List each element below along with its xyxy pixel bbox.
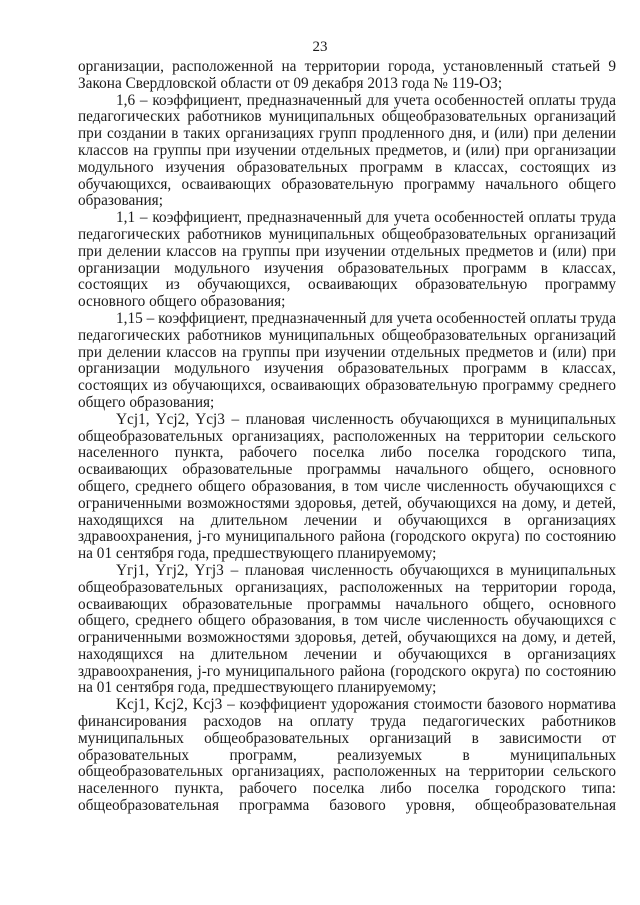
paragraph-coefficient-1-6: 1,6 – коэффициент, предназначенный для учета особенностей оплаты труда педагогических работников муниципальных общеобразовательных организаций при создании в таких организациях групп продленного дня, и (или) при делении классов на группы при изучении отдельных предметов, и (или) при организации модульного изучения образовательных программ в классах, состоящих из обучающихся, осваивающих образовательную программу начального общего образования;	[78, 91, 616, 210]
document-body	[78, 59, 616, 815]
paragraph-continuation: организации, расположенной на территории города, установленный статьей 9 Закона Свердловской области от 09 декабря 2013 года № 119-ОЗ;	[78, 58, 616, 92]
page-number: 23	[312, 39, 328, 55]
paragraph-coefficient-1-15: 1,15 – коэффициент, предназначенный для учета особенностей оплаты труда педагогических работников муниципальных общеобразовательных организаций при делении классов на группы при изучении отдельных предметов и (или) при организации модульного изучения образовательных программ в классах, состоящих из обучающихся, осваивающих образовательную программу среднего общего образования;	[78, 309, 616, 411]
paragraph-urban-students: Yгj1, Yгj2, Yгj3 – плановая численность обучающихся в муниципальных общеобразовательных организациях, расположенных на территории города, осваивающих образовательные программы начального общего, основного общего, среднего общего образования, в том числе численность обучающихся с ограниченными возможностями здоровья, детей, обучающихся на дому, и детей, находящихся на длительном лечении и обучающихся в организациях здравоохранения, j-го муниципального района (городского округа) по состоянию на 01 сентября года, предшествующего планируемому;	[78, 561, 616, 697]
paragraph-rural-students: Ycj1, Ycj2, Ycj3 – плановая численность обучающихся в муниципальных общеобразовательных организациях, расположенных на территории сельского населенного пункта, рабочего поселка либо поселка городского типа, осваивающих образовательные программы начального общего, основного общего, среднего общего образования, в том числе численность обучающихся с ограниченными возможностями здоровья, детей, обучающихся на дому, и детей, находящихся на длительном лечении и обучающихся в организациях здравоохранения, j-го муниципального района (городского округа) по состоянию на 01 сентября года, предшествующего планируемому;	[78, 410, 616, 563]
paragraph-cost-coefficient: Kcj1, Kcj2, Kcj3 – коэффициент удорожания стоимости базового норматива финансирования расходов на оплату труда педагогических работников муниципальных общеобразовательных организаций в зависимости от образовательных программ, реализуемых в муниципальных общеобразовательных организациях, расположенных на территории сельского населенного пункта, рабочего поселка либо поселка городского типа: общеобразовательная программа базового уровня, общеобразовательная	[78, 696, 616, 815]
paragraph-coefficient-1-1: 1,1 – коэффициент, предназначенный для учета особенностей оплаты труда педагогических работников муниципальных общеобразовательных организаций при делении классов на группы при изучении отдельных предметов и (или) при организации модульного изучения образовательных программ в классах, состоящих из обучающихся, осваивающих образовательную программу основного общего образования;	[78, 209, 616, 311]
